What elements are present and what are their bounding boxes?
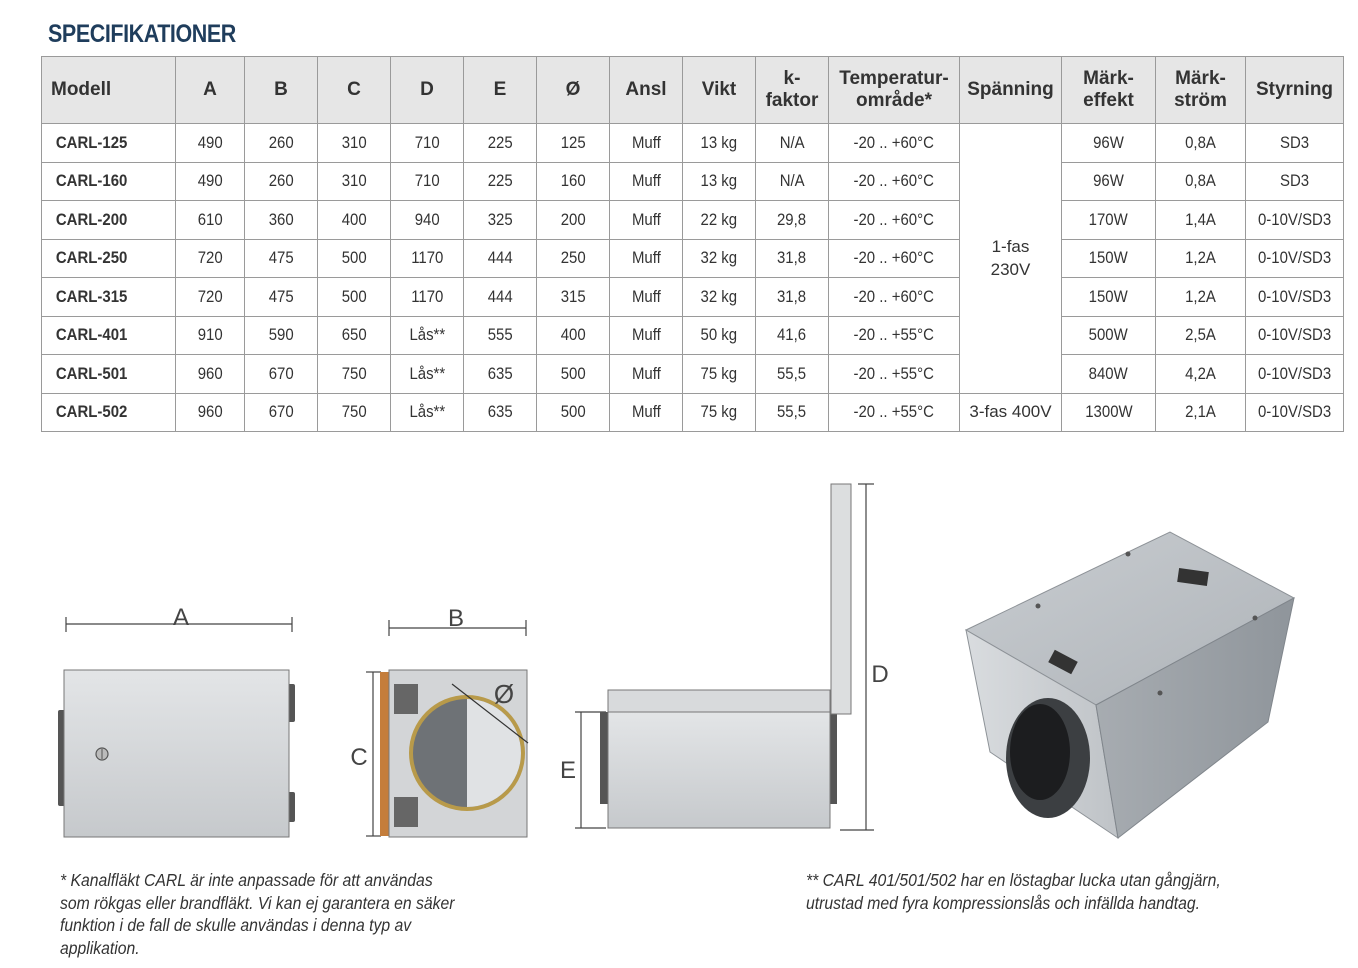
table-cell xyxy=(756,124,829,163)
table-cell xyxy=(176,162,245,201)
table-cell xyxy=(176,355,245,394)
table-cell xyxy=(245,393,318,432)
table-cell xyxy=(537,278,610,317)
table-cell xyxy=(318,278,391,317)
cell-value: N/A xyxy=(779,171,805,191)
model-cell xyxy=(42,316,176,355)
table-cell xyxy=(683,355,756,394)
table-cell xyxy=(1062,162,1156,201)
cell-value: 1,2A xyxy=(1185,286,1216,306)
table-cell xyxy=(1062,278,1156,317)
table-cell xyxy=(176,239,245,278)
voltage-cell: 1-fas 230V xyxy=(960,124,1062,394)
table-cell xyxy=(464,162,537,201)
cell-value: 960 xyxy=(197,363,223,383)
dimension-d-label: D xyxy=(871,661,889,688)
cell-value: Muff xyxy=(631,325,661,345)
cell-value: CARL-401 xyxy=(55,325,128,345)
table-cell xyxy=(176,393,245,432)
column-header: k- faktor xyxy=(756,57,829,124)
cell-value: CARL-200 xyxy=(55,209,128,229)
column-header: Styrning xyxy=(1246,57,1344,124)
table-cell xyxy=(537,355,610,394)
cell-value: 2,5A xyxy=(1185,325,1216,345)
table-cell xyxy=(391,239,464,278)
cell-value: 225 xyxy=(487,132,513,152)
table-cell xyxy=(683,201,756,240)
cell-value: 650 xyxy=(341,325,367,345)
cell-value: 260 xyxy=(268,132,294,152)
cell-value: 710 xyxy=(414,132,440,152)
cell-value: 670 xyxy=(268,402,294,422)
cell-value: Lås** xyxy=(409,325,445,345)
table-cell xyxy=(318,162,391,201)
table-cell xyxy=(829,201,960,240)
cell-value: -20 .. +60°C xyxy=(853,248,935,268)
column-header: Märk- ström xyxy=(1156,57,1246,124)
table-cell xyxy=(756,162,829,201)
cell-value: 490 xyxy=(197,171,223,191)
table-row xyxy=(42,239,1344,278)
cell-value: 31,8 xyxy=(777,286,807,306)
table-cell xyxy=(537,124,610,163)
cell-value: 0,8A xyxy=(1185,171,1216,191)
voltage-cell: 3-fas 400V xyxy=(960,393,1062,432)
table-cell xyxy=(1246,316,1344,355)
cell-value: 2,1A xyxy=(1185,402,1216,422)
table-row xyxy=(42,278,1344,317)
cell-value: 910 xyxy=(197,325,223,345)
model-cell xyxy=(42,393,176,432)
cell-value: SD3 xyxy=(1279,132,1310,152)
table-cell xyxy=(683,278,756,317)
cell-value: 125 xyxy=(560,132,586,152)
cell-value: 720 xyxy=(197,286,223,306)
cell-value: 315 xyxy=(560,286,586,306)
cell-value: 940 xyxy=(414,209,440,229)
product-photo xyxy=(966,532,1294,838)
table-header-row xyxy=(42,57,1344,124)
cell-value: 50 kg xyxy=(700,325,738,345)
table-cell xyxy=(1156,278,1246,317)
table-cell xyxy=(610,278,683,317)
cell-value: Muff xyxy=(631,248,661,268)
side-view-drawing xyxy=(350,605,528,837)
cell-value: Muff xyxy=(631,209,661,229)
table-cell xyxy=(683,239,756,278)
table-cell xyxy=(245,124,318,163)
table-cell xyxy=(318,355,391,394)
cell-value: 32 kg xyxy=(700,286,738,306)
table-cell xyxy=(391,316,464,355)
cell-value: -20 .. +60°C xyxy=(853,286,935,306)
cell-value: 0-10V/SD3 xyxy=(1257,286,1332,306)
table-cell xyxy=(318,201,391,240)
cell-value: CARL-160 xyxy=(55,171,128,191)
column-header: Modell xyxy=(42,57,176,124)
table-cell xyxy=(1156,316,1246,355)
cell-value: N/A xyxy=(779,132,805,152)
table-cell xyxy=(756,393,829,432)
table-row xyxy=(42,393,1344,432)
dimension-b-label: B xyxy=(447,605,465,632)
table-cell xyxy=(829,278,960,317)
table-cell xyxy=(1062,239,1156,278)
table-cell xyxy=(464,355,537,394)
cell-value: 500 xyxy=(560,402,586,422)
table-cell xyxy=(391,393,464,432)
table-cell xyxy=(1062,201,1156,240)
cell-value: 490 xyxy=(197,132,223,152)
table-cell xyxy=(245,201,318,240)
cell-value: 1,4A xyxy=(1185,209,1216,229)
table-cell xyxy=(1156,239,1246,278)
model-cell xyxy=(42,124,176,163)
table-cell xyxy=(829,124,960,163)
table-cell xyxy=(756,355,829,394)
cell-value: 55,5 xyxy=(777,363,807,383)
cell-value: 22 kg xyxy=(700,209,738,229)
cell-value: Muff xyxy=(631,132,661,152)
cell-value: 75 kg xyxy=(700,363,738,383)
cell-value: 500W xyxy=(1088,325,1129,345)
table-row xyxy=(42,201,1344,240)
cell-value: 13 kg xyxy=(700,171,738,191)
cell-value: 0-10V/SD3 xyxy=(1257,402,1332,422)
cell-value: 475 xyxy=(268,286,294,306)
table-cell xyxy=(1062,124,1156,163)
column-header: C xyxy=(318,57,391,124)
model-cell xyxy=(42,355,176,394)
table-cell xyxy=(610,239,683,278)
table-cell xyxy=(176,316,245,355)
table-cell xyxy=(1246,201,1344,240)
cell-value: -20 .. +55°C xyxy=(853,325,935,345)
dimension-a-label: A xyxy=(172,604,190,631)
cell-value: 0-10V/SD3 xyxy=(1257,248,1332,268)
cell-value: 0-10V/SD3 xyxy=(1257,209,1332,229)
cell-value: 4,2A xyxy=(1185,363,1216,383)
cell-value: 31,8 xyxy=(777,248,807,268)
table-cell xyxy=(683,316,756,355)
table-cell xyxy=(318,124,391,163)
table-cell xyxy=(537,239,610,278)
table-row xyxy=(42,355,1344,394)
cell-value: Muff xyxy=(631,402,661,422)
cell-value: 360 xyxy=(268,209,294,229)
cell-value: 720 xyxy=(197,248,223,268)
table-cell xyxy=(610,124,683,163)
cell-value: Lås** xyxy=(409,402,445,422)
table-cell xyxy=(610,355,683,394)
cell-value: 500 xyxy=(341,286,367,306)
cell-value: Muff xyxy=(631,286,661,306)
cell-value: -20 .. +55°C xyxy=(853,402,935,422)
cell-value: 260 xyxy=(268,171,294,191)
table-cell xyxy=(245,355,318,394)
product-drawings xyxy=(0,470,1358,850)
cell-value: 960 xyxy=(197,402,223,422)
dimension-e-label: E xyxy=(559,757,577,784)
cell-value: Muff xyxy=(631,171,661,191)
table-cell xyxy=(1246,393,1344,432)
cell-value: CARL-125 xyxy=(55,132,128,152)
table-cell xyxy=(683,162,756,201)
cell-value: 710 xyxy=(414,171,440,191)
front-view-drawing xyxy=(58,604,295,837)
table-cell xyxy=(1246,239,1344,278)
cell-value: -20 .. +60°C xyxy=(853,209,935,229)
cell-value: 41,6 xyxy=(777,325,807,345)
cell-value: CARL-501 xyxy=(55,363,128,383)
cell-value: 13 kg xyxy=(700,132,738,152)
cell-value: 750 xyxy=(341,363,367,383)
table-cell xyxy=(1156,201,1246,240)
table-cell xyxy=(464,124,537,163)
cell-value: 500 xyxy=(560,363,586,383)
open-lid-view-drawing xyxy=(560,484,889,830)
table-cell xyxy=(829,162,960,201)
cell-value: 32 kg xyxy=(700,248,738,268)
cell-value: 475 xyxy=(268,248,294,268)
cell-value: 444 xyxy=(487,286,513,306)
cell-value: 150W xyxy=(1088,248,1129,268)
table-cell xyxy=(391,201,464,240)
column-header: Temperatur- område* xyxy=(829,57,960,124)
table-cell xyxy=(1062,316,1156,355)
table-cell xyxy=(464,201,537,240)
table-cell xyxy=(391,162,464,201)
cell-value: CARL-502 xyxy=(55,402,128,422)
column-header: Märk- effekt xyxy=(1062,57,1156,124)
table-cell xyxy=(176,201,245,240)
cell-value: Lås** xyxy=(409,363,445,383)
cell-value: 1300W xyxy=(1084,402,1133,422)
table-cell xyxy=(176,124,245,163)
table-cell xyxy=(245,278,318,317)
cell-value: 670 xyxy=(268,363,294,383)
table-cell xyxy=(756,278,829,317)
column-header: Ansl xyxy=(610,57,683,124)
cell-value: CARL-250 xyxy=(55,248,128,268)
cell-value: 160 xyxy=(560,171,586,191)
cell-value: 1170 xyxy=(410,248,444,268)
cell-value: 310 xyxy=(341,132,367,152)
table-cell xyxy=(683,393,756,432)
dimension-c-label: C xyxy=(350,744,368,771)
table-cell xyxy=(464,278,537,317)
cell-value: 200 xyxy=(560,209,586,229)
table-cell xyxy=(610,393,683,432)
table-cell xyxy=(1156,124,1246,163)
cell-value: 1170 xyxy=(410,286,444,306)
table-cell xyxy=(391,278,464,317)
table-cell xyxy=(829,316,960,355)
table-cell xyxy=(1246,162,1344,201)
cell-value: 170W xyxy=(1088,209,1129,229)
cell-value: 96W xyxy=(1093,132,1124,152)
table-cell xyxy=(1062,393,1156,432)
cell-value: 840W xyxy=(1088,363,1129,383)
cell-value: -20 .. +55°C xyxy=(853,363,935,383)
column-header: E xyxy=(464,57,537,124)
cell-value: 29,8 xyxy=(777,209,807,229)
table-cell xyxy=(245,239,318,278)
column-header: D xyxy=(391,57,464,124)
cell-value: 150W xyxy=(1088,286,1129,306)
section-title: SPECIFIKATIONER xyxy=(48,20,236,48)
column-header: A xyxy=(176,57,245,124)
cell-value: 0,8A xyxy=(1185,132,1216,152)
table-cell xyxy=(464,393,537,432)
cell-value: -20 .. +60°C xyxy=(853,171,935,191)
cell-value: 0-10V/SD3 xyxy=(1257,363,1332,383)
table-cell xyxy=(391,355,464,394)
cell-value: 250 xyxy=(560,248,586,268)
table-cell xyxy=(318,393,391,432)
cell-value: 590 xyxy=(268,325,294,345)
cell-value: 635 xyxy=(487,402,513,422)
cell-value: 750 xyxy=(341,402,367,422)
spec-table xyxy=(41,56,1344,432)
table-cell xyxy=(318,316,391,355)
model-cell xyxy=(42,278,176,317)
cell-value: 1,2A xyxy=(1185,248,1216,268)
cell-value: 55,5 xyxy=(777,402,807,422)
table-cell xyxy=(537,316,610,355)
cell-value: 444 xyxy=(487,248,513,268)
footnote-1: * Kanalfläkt CARL är inte anpassade för att användas som rökgas eller brandfläkt. Vi kan ej garantera en säker funktion i de fall de skulle användas i denna typ av applikation. xyxy=(60,870,455,958)
table-cell xyxy=(537,201,610,240)
table-cell xyxy=(464,316,537,355)
table-cell xyxy=(756,316,829,355)
table-cell xyxy=(537,162,610,201)
diameter-label: Ø xyxy=(493,679,515,709)
table-cell xyxy=(537,393,610,432)
table-cell xyxy=(1062,355,1156,394)
table-cell xyxy=(1156,355,1246,394)
table-cell xyxy=(610,201,683,240)
table-cell xyxy=(1246,124,1344,163)
table-cell xyxy=(1156,393,1246,432)
column-header: Ø xyxy=(537,57,610,124)
table-row xyxy=(42,162,1344,201)
cell-value: 400 xyxy=(341,209,367,229)
table-cell xyxy=(464,239,537,278)
table-cell xyxy=(829,239,960,278)
cell-value: 325 xyxy=(487,209,513,229)
cell-value: 225 xyxy=(487,171,513,191)
cell-value: 310 xyxy=(341,171,367,191)
table-cell xyxy=(1156,162,1246,201)
cell-value: 500 xyxy=(341,248,367,268)
table-cell xyxy=(829,355,960,394)
table-cell xyxy=(1246,355,1344,394)
table-cell xyxy=(318,239,391,278)
cell-value: 96W xyxy=(1093,171,1124,191)
cell-value: -20 .. +60°C xyxy=(853,132,935,152)
column-header: Spänning xyxy=(960,57,1062,124)
cell-value: SD3 xyxy=(1279,171,1310,191)
table-cell xyxy=(245,316,318,355)
table-cell xyxy=(756,239,829,278)
table-cell xyxy=(391,124,464,163)
column-header: B xyxy=(245,57,318,124)
table-cell xyxy=(176,278,245,317)
cell-value: 0-10V/SD3 xyxy=(1257,325,1332,345)
table-row xyxy=(42,316,1344,355)
cell-value: Muff xyxy=(631,363,661,383)
cell-value: CARL-315 xyxy=(55,286,128,306)
model-cell xyxy=(42,239,176,278)
table-cell xyxy=(1246,278,1344,317)
table-cell xyxy=(683,124,756,163)
cell-value: 635 xyxy=(487,363,513,383)
model-cell xyxy=(42,201,176,240)
footnote-2: ** CARL 401/501/502 har en löstagbar lucka utan gångjärn, utrustad med fyra kompressionslås och infällda handtag. xyxy=(806,870,1221,913)
column-header: Vikt xyxy=(683,57,756,124)
cell-value: 75 kg xyxy=(700,402,738,422)
table-row xyxy=(42,124,1344,163)
cell-value: 400 xyxy=(560,325,586,345)
cell-value: 610 xyxy=(197,209,223,229)
table-cell xyxy=(245,162,318,201)
table-cell xyxy=(610,162,683,201)
table-cell xyxy=(610,316,683,355)
model-cell xyxy=(42,162,176,201)
cell-value: 555 xyxy=(487,325,513,345)
table-cell xyxy=(829,393,960,432)
table-cell xyxy=(756,201,829,240)
